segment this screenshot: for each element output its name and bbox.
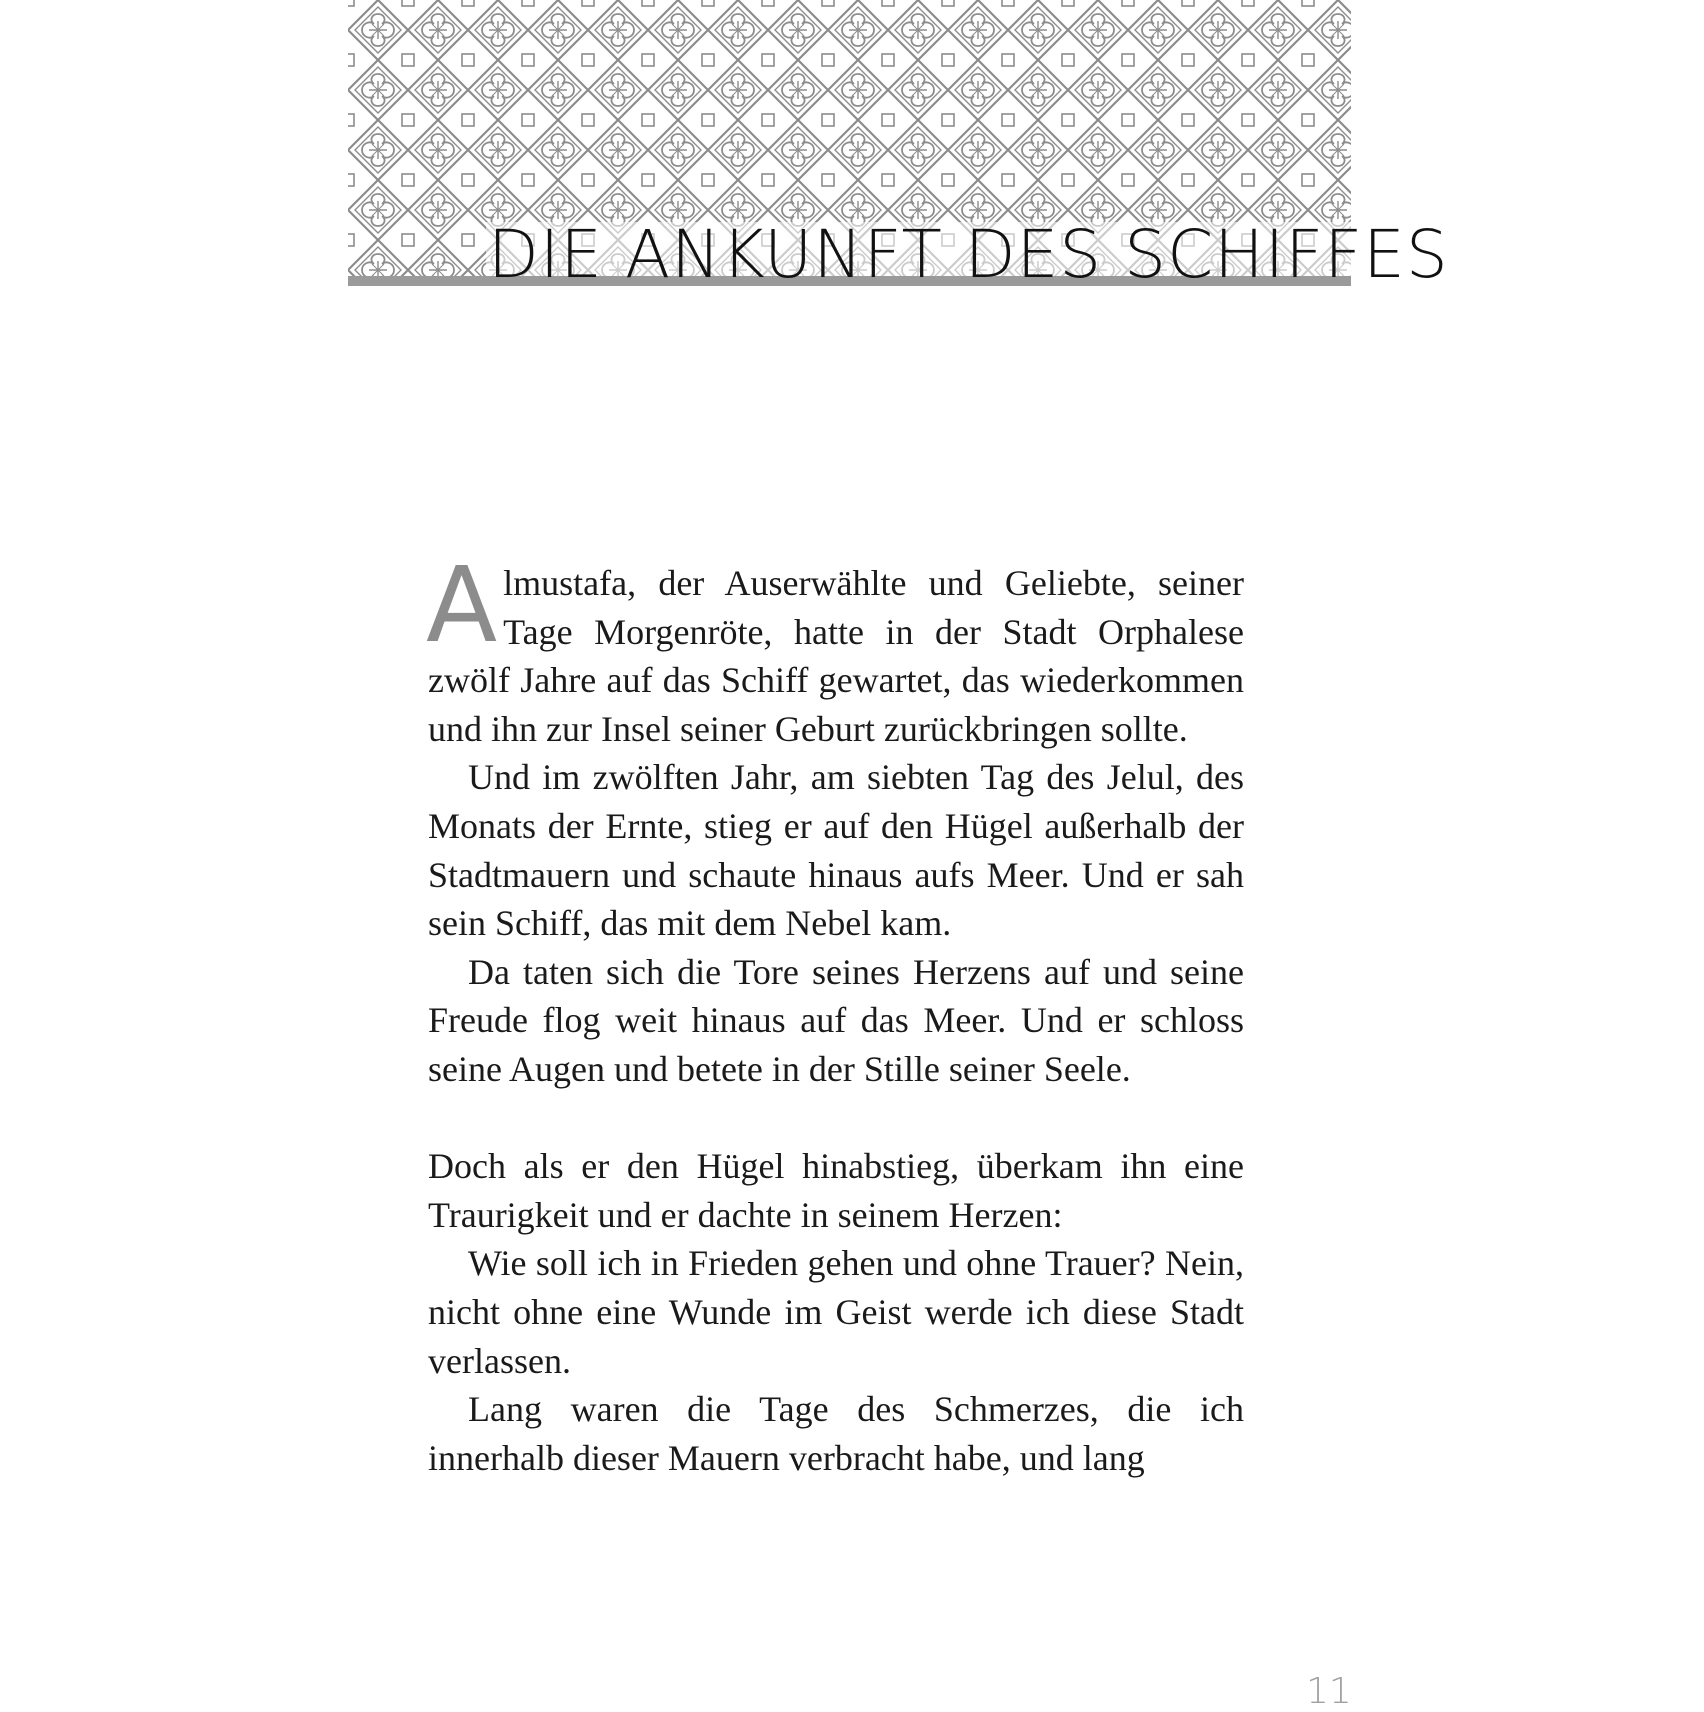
paragraph-1-text: lmustafa, der Auserwählte und Geliebte, seiner Tage Morgenröte, hatte in der Stadt Orphalese zwölf Jahre auf das Schiff gewartet, das wiederkommen und ihn zur Insel seiner Geburt zurückbringen sollte. xyxy=(428,563,1244,749)
body-text xyxy=(426,544,1244,1482)
paragraph-5: Wie soll ich in Frieden gehen und ohne Trauer? Nein, nicht ohne eine Wunde im Geist werde ich diese Stadt verlassen. xyxy=(428,1243,1244,1381)
paragraph-2: Und im zwölften Jahr, am siebten Tag des Jelul, des Monats der Ernte, stieg er auf den Hügel außerhalb der Stadtmauern und schaute hinaus aufs Meer. Und er sah sein Schiff, das mit dem Nebel kam. xyxy=(428,757,1244,944)
chapter-title: DIE ANKUNFT DES SCHIFFES xyxy=(488,216,1449,293)
paragraph-3: Da taten sich die Tore seines Herzens auf und seine Freude flog weit hinaus auf das Meer. Und er schloss seine Augen und betete in der Stille seiner Seele. xyxy=(428,951,1244,1089)
paragraph-4: Doch als er den Hügel hinabstieg, überkam ihn eine Traurigkeit und er dachte in seinem Herzen: xyxy=(428,1146,1244,1235)
drop-cap: A xyxy=(426,544,498,666)
paragraph-1 xyxy=(426,544,1244,753)
page-number: 11 xyxy=(1306,1671,1352,1712)
paragraph-6: Lang waren die Tage des Schmerzes, die ich innerhalb dieser Mauern verbracht habe, und lang xyxy=(428,1389,1244,1478)
